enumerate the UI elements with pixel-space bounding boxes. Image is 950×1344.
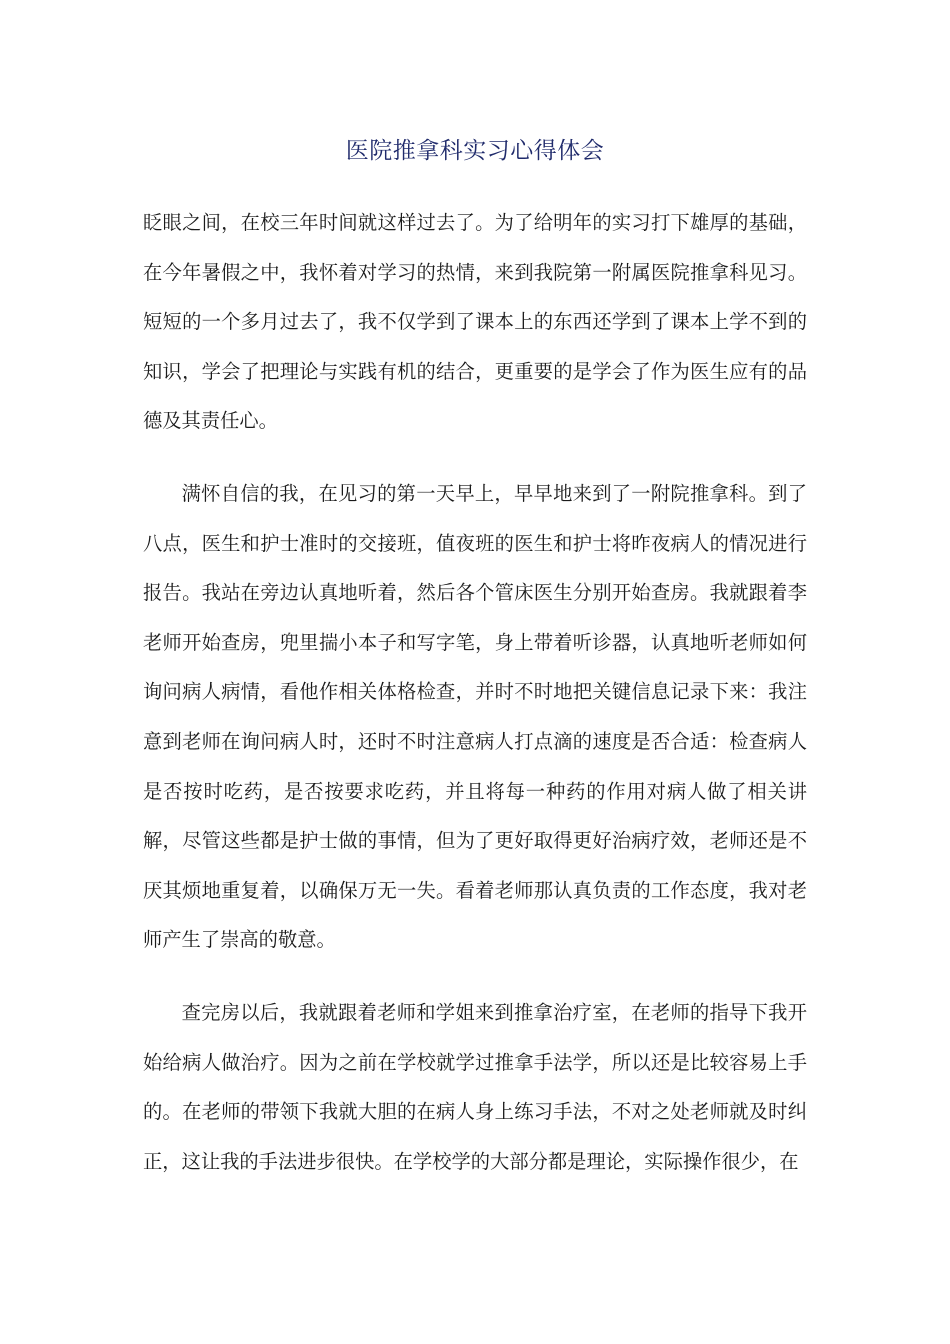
paragraph-intro: 眨眼之间，在校三年时间就这样过去了。为了给明年的实习打下雄厚的基础，在今年暑假之中，我怀着对学习的热情，来到我院第一附属医院推拿科见习。短短的一个多月过去了，我不仅学到了课本上的东西还学到了课本上学不到的知识，学会了把理论与实践有机的结合，更重要的是学会了作为医生应有的品德及其责任心。 bbox=[143, 211, 807, 433]
paragraph-treatment-room: 查完房以后，我就跟着老师和学姐来到推拿治疗室，在老师的指导下我开始给病人做治疗。因为之前在学校就学过推拿手法学，所以还是比较容易上手的。在老师的带领下我就大胆的在病人身上练习手法，不对之处老师就及时纠正，这让我的手法进步很快。在学校学的大部分都是理论，实际操作很少，在 bbox=[143, 1000, 807, 1173]
document-title: 医院推拿科实习心得体会 bbox=[345, 138, 605, 164]
paragraph-first-day: 满怀自信的我，在见习的第一天早上，早早地来到了一附院推拿科。到了八点，医生和护士准时的交接班，值夜班的医生和护士将昨夜病人的情况进行报告。我站在旁边认真地听着，然后各个管床医生分别开始查房。我就跟着李老师开始查房，兜里揣小本子和写字笔，身上带着听诊器，认真地听老师如何询问病人病情，看他作相关体格检查，并时不时地把关键信息记录下来：我注意到老师在询问病人时，还时不时注意病人打点滴的速度是否合适：检查病人是否按时吃药，是否按要求吃药，并且将每一种药的作用对病人做了相关讲解，尽管这些都是护士做的事情，但为了更好取得更好治病疗效，老师还是不厌其烦地重复着，以确保万无一失。看着老师那认真负责的工作态度，我对老师产生了崇高的敬意。 bbox=[143, 481, 807, 952]
document-body bbox=[143, 198, 807, 1186]
